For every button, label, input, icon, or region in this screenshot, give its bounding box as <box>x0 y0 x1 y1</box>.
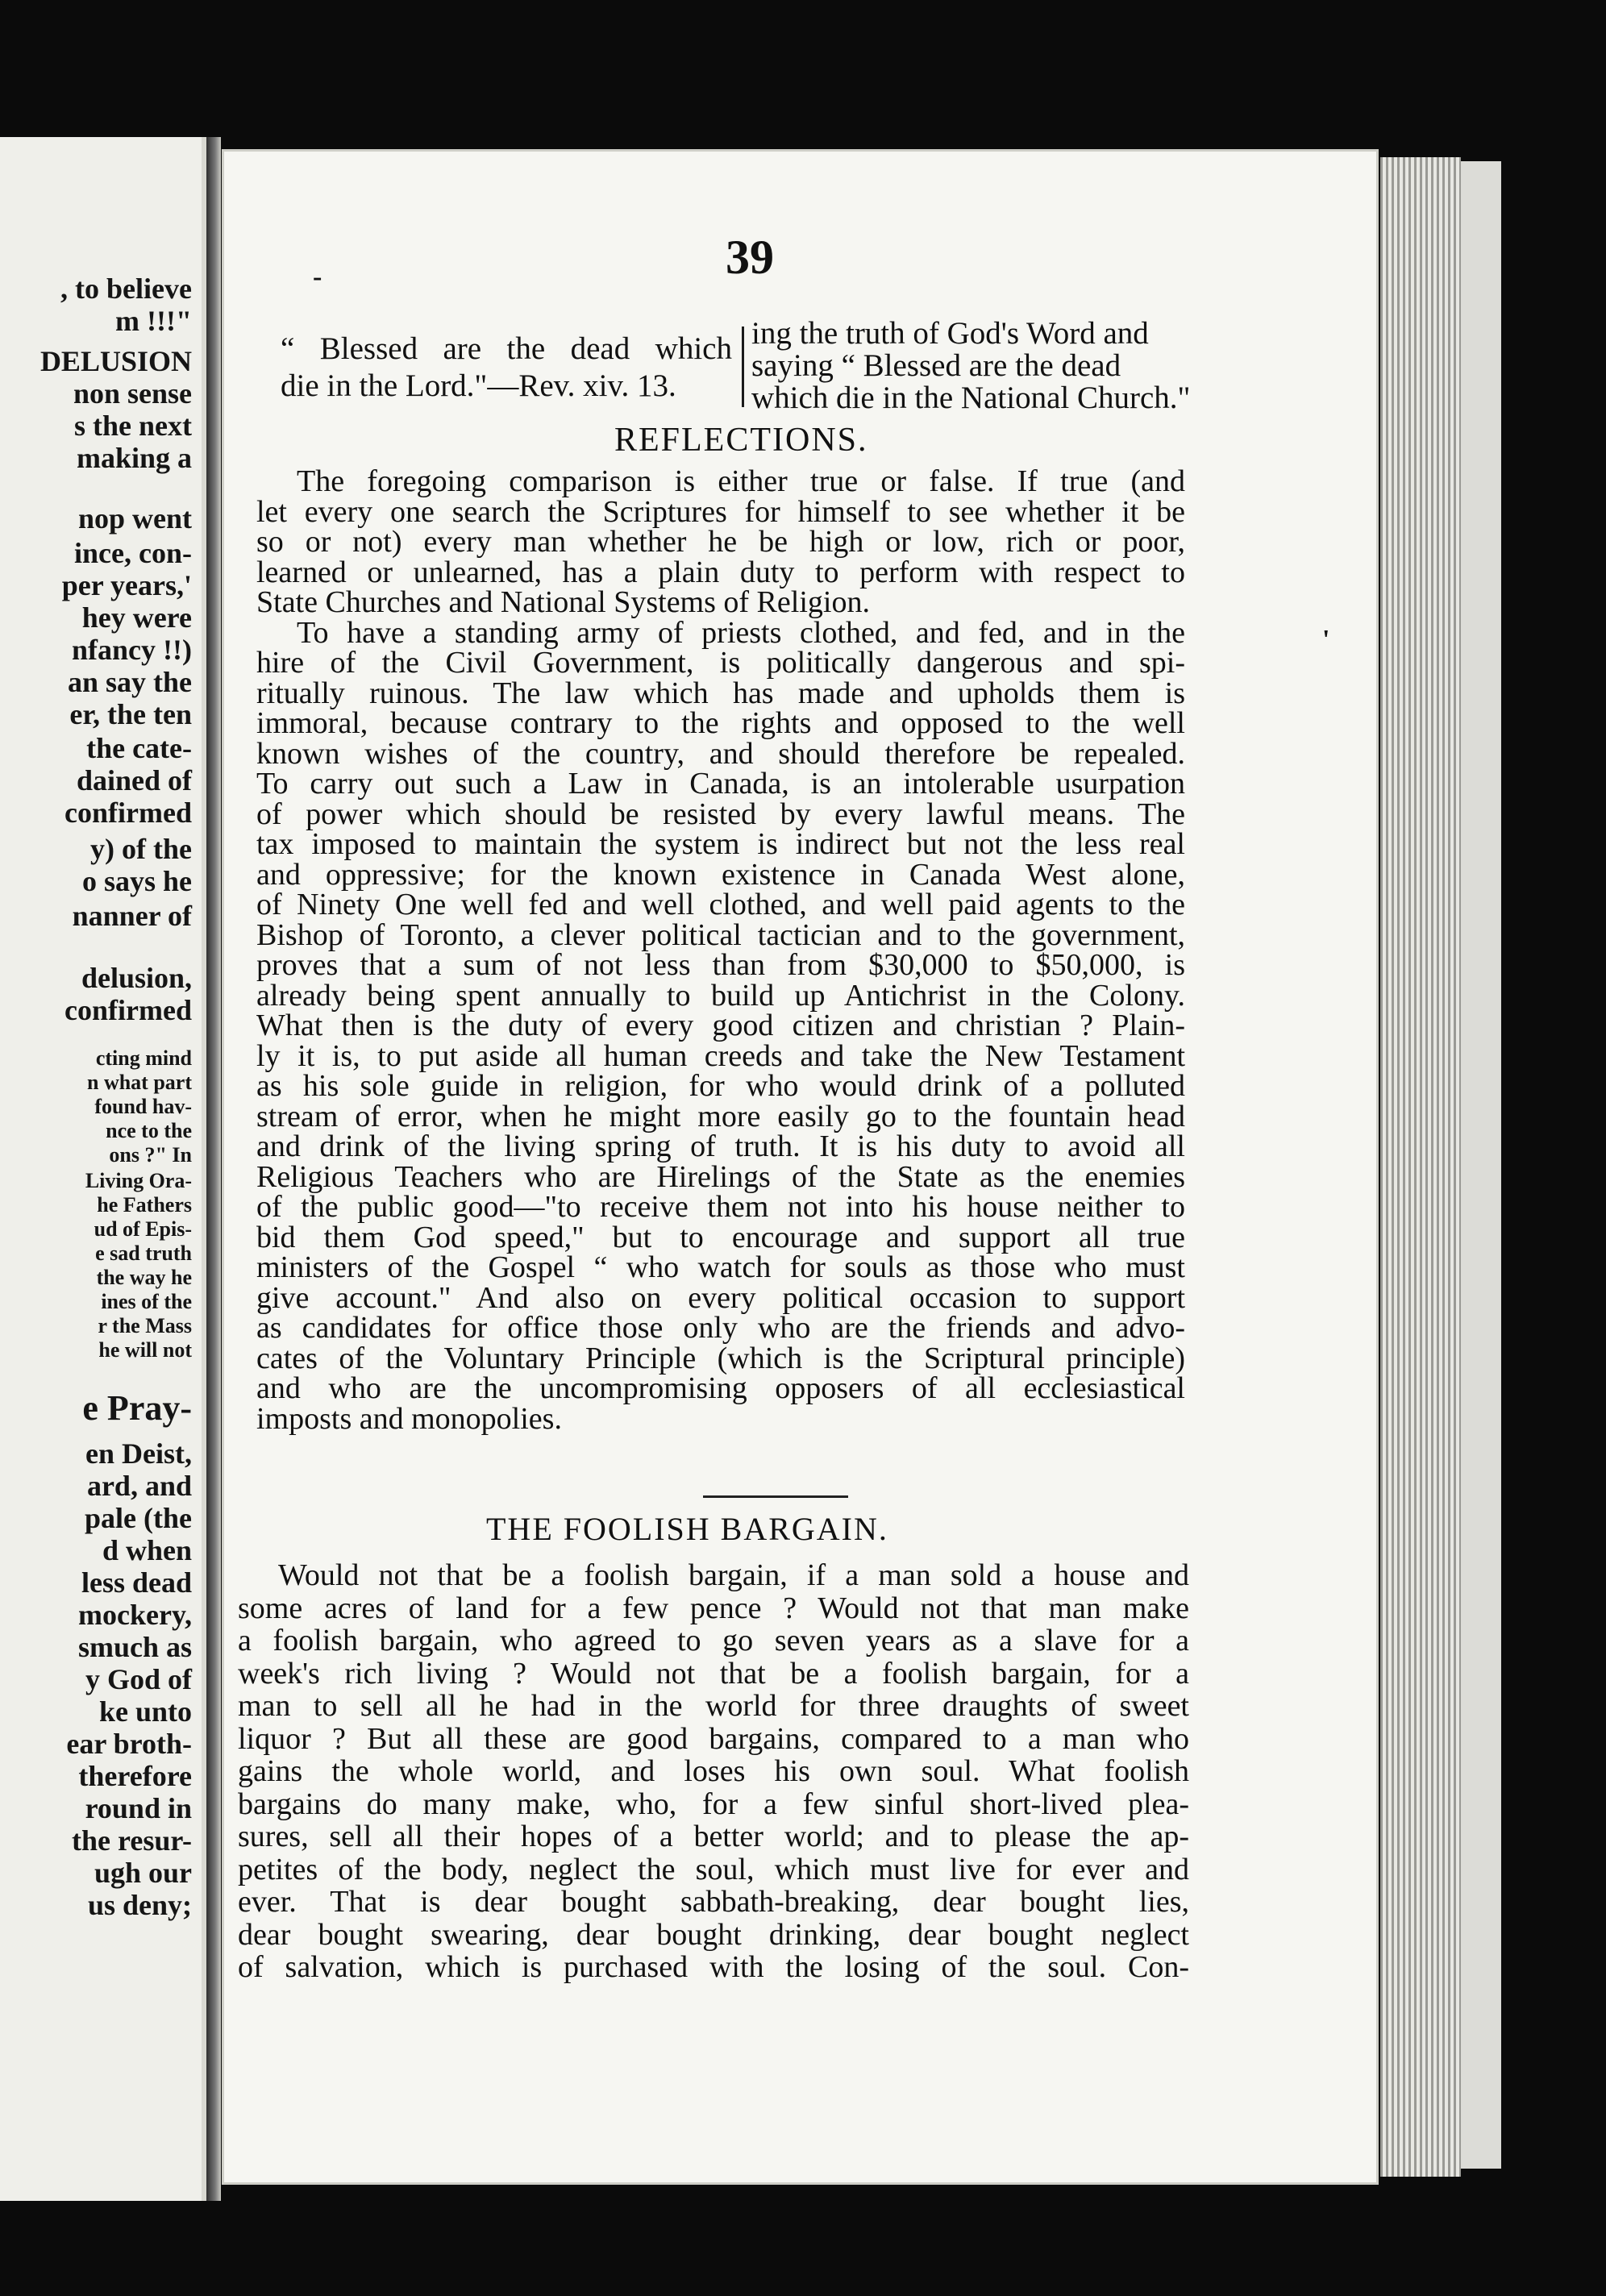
left-page-line: an say the <box>67 666 192 698</box>
left-page-line: s the next <box>74 410 192 442</box>
quote-left-line-2: die in the Lord."—Rev. xiv. 13. <box>281 368 676 403</box>
left-page-line: nanner of <box>72 900 192 932</box>
left-page-line: ear broth- <box>66 1728 192 1760</box>
left-page-line: hey were <box>81 601 192 634</box>
reflections-line: State Churches and National Systems of Religion. <box>256 585 870 619</box>
left-page-line: smuch as <box>77 1631 192 1663</box>
reflections-line: and drink of the living spring of truth. It is his duty to avoid all <box>256 1129 1185 1163</box>
page-edges-outer <box>1461 161 1501 2169</box>
reflections-line: as candidates for office those only who are the friends and advo- <box>256 1311 1185 1345</box>
left-page-line: o says he <box>81 865 192 897</box>
reflections-line: learned or unlearned, has a plain duty to perform with respect to <box>256 555 1185 589</box>
book-gutter <box>206 137 221 2201</box>
reflections-line: give account." And also on every political occasion to support <box>256 1281 1185 1315</box>
left-page-line: making a <box>76 442 192 474</box>
reflections-line: imposts and monopolies. <box>256 1402 562 1436</box>
page-number: 39 <box>726 231 774 284</box>
left-page-line: nop went <box>77 502 192 534</box>
reflections-line: of the public good—"to receive them not into his house neither to <box>256 1190 1185 1224</box>
bargain-line: liquor ? But all these are good bargains, compared to a man who <box>238 1722 1189 1756</box>
page-edges <box>1380 157 1461 2177</box>
left-page-line: en Deist, <box>85 1437 192 1470</box>
reflections-line: known wishes of the country, and should therefore be repealed. <box>256 737 1185 771</box>
bargain-line: a foolish bargain, who agreed to go seven years as a slave for a <box>238 1624 1189 1658</box>
quote-right-column <box>751 318 1219 414</box>
reflections-line: and oppressive; for the known existence in Canada West alone, <box>256 858 1185 892</box>
reflections-heading: REFLECTIONS. <box>614 422 868 459</box>
reflections-line: so or not) every man whether he be high or low, rich or poor, <box>256 525 1185 559</box>
reflections-line: Bishop of Toronto, a clever political tactician and to the government, <box>256 918 1185 952</box>
left-page-line: the way he <box>96 1266 192 1289</box>
left-page-line: er, the ten <box>69 698 192 730</box>
left-page-line: ince, con- <box>74 537 192 569</box>
left-page-line: confirmed <box>64 994 192 1026</box>
bargain-line: week's rich living ? Would not that be a foolish bargain, for a <box>238 1657 1189 1691</box>
left-page-line: n what part <box>86 1071 192 1094</box>
bargain-line: ever. That is dear bought sabbath-breaking, dear bought lies, <box>238 1885 1189 1919</box>
left-page-line: ons ?" In <box>109 1143 192 1167</box>
reflections-line: of Ninety One well fed and well clothed, and well paid agents to the <box>256 888 1185 921</box>
reflections-line: immoral, because contrary to the rights and opposed to the well <box>256 706 1185 740</box>
reflections-line: bid them God speed," but to encourage and support all true <box>256 1221 1185 1254</box>
left-page-line: ugh our <box>94 1857 192 1889</box>
reflections-line: The foregoing comparison is either true or false. If true (and <box>297 464 1185 498</box>
left-page-line: therefore <box>78 1760 192 1792</box>
left-page-line: mockery, <box>78 1599 192 1631</box>
section-rule <box>703 1495 848 1498</box>
left-page-line: the cate- <box>86 732 192 764</box>
bargain-heading: THE FOOLISH BARGAIN. <box>486 1511 888 1547</box>
reflections-line: ritually ruinous. The law which has made and upholds them is <box>256 676 1185 710</box>
left-page-line: ines of the <box>101 1290 192 1313</box>
left-facing-page <box>0 137 206 2201</box>
left-page-line: Living Ora- <box>85 1169 192 1192</box>
left-page-line: the resur- <box>72 1824 192 1857</box>
left-page-line: y God of <box>85 1663 192 1695</box>
left-page-line: r the Mass <box>98 1314 192 1337</box>
left-page-line: he Fathers <box>97 1193 192 1217</box>
bargain-line: of salvation, which is purchased with the losing of the soul. Con- <box>238 1950 1189 1984</box>
reflections-line: ly it is, to put aside all human creeds and take the New Testament <box>256 1039 1185 1073</box>
quote-left-column <box>281 331 732 405</box>
left-page-line: dained of <box>76 764 192 797</box>
reflections-line: of power which should be resisted by every lawful means. The <box>256 797 1185 831</box>
reflections-line: hire of the Civil Government, is politically dangerous and spi- <box>256 646 1185 680</box>
bargain-line: dear bought swearing, dear bought drinking, dear bought neglect <box>238 1918 1189 1952</box>
left-page-line: nce to the <box>106 1119 192 1142</box>
reflections-line: What then is the duty of every good citizen and christian ? Plain- <box>256 1009 1185 1042</box>
left-page-line: less dead <box>81 1566 192 1599</box>
left-page-line: round in <box>85 1792 192 1824</box>
left-page-line: delusion, <box>81 962 192 994</box>
bargain-line: sures, sell all their hopes of a better world; and to please the ap- <box>238 1820 1189 1853</box>
reflections-line: as his sole guide in religion, for who would drink of a polluted <box>256 1069 1185 1103</box>
bargain-line: petites of the body, neglect the soul, which must live for ever and <box>238 1853 1189 1886</box>
reflections-line: To have a standing army of priests clothed, and fed, and in the <box>297 616 1185 650</box>
reflections-line: stream of error, when he might more easily go to the fountain head <box>256 1100 1185 1133</box>
left-page-line: m !!!" <box>115 305 192 337</box>
left-page-line: cting mind <box>95 1046 192 1070</box>
left-page-line: , to believe <box>60 272 192 305</box>
quote-right-line-1: ing the truth of God's Word and <box>751 316 1149 351</box>
left-page-line: e sad truth <box>95 1242 192 1265</box>
left-page-line: DELUSION <box>40 345 192 377</box>
column-divider <box>742 327 744 407</box>
quote-right-line-3: which die in the National Church." <box>751 381 1191 415</box>
margin-dash: - <box>313 262 322 292</box>
reflections-line: To carry out such a Law in Canada, is an intolerable usurpation <box>256 767 1185 801</box>
left-page-line: confirmed <box>64 797 192 829</box>
bargain-line: man to sell all he had in the world for three draughts of sweet <box>238 1689 1189 1723</box>
reflections-line: tax imposed to maintain the system is indirect but not the less real <box>256 827 1185 861</box>
bargain-line: Would not that be a foolish bargain, if a man sold a house and <box>278 1558 1189 1592</box>
reflections-line: let every one search the Scriptures for himself to see whether it be <box>256 495 1185 529</box>
left-page-line: ke unto <box>98 1695 192 1728</box>
left-page-line: y) of the <box>90 833 192 865</box>
quote-left-line-1: “ Blessed are the dead which <box>281 331 732 366</box>
left-page-line: d when <box>102 1534 192 1566</box>
left-page-line: found hav- <box>94 1095 192 1118</box>
bargain-line: gains the whole world, and loses his own soul. What foolish <box>238 1754 1189 1788</box>
left-page-line: non sense <box>73 377 192 410</box>
bargain-line: bargains do many make, who, for a few sinful short-lived plea- <box>238 1787 1189 1821</box>
bargain-line: some acres of land for a few pence ? Would not that man make <box>238 1591 1189 1625</box>
left-page-line: pale (the <box>85 1502 192 1534</box>
margin-tick: ' <box>1322 625 1330 655</box>
left-page-line: nfancy !!) <box>72 634 192 666</box>
quote-right-line-2: saying “ Blessed are the dead <box>751 348 1121 383</box>
reflections-line: already being spent annually to build up Antichrist in the Colony. <box>256 979 1185 1013</box>
left-page-line: us deny; <box>87 1889 192 1921</box>
reflections-line: proves that a sum of not less than from $30,000 to $50,000, is <box>256 948 1185 982</box>
reflections-line: Religious Teachers who are Hirelings of the State as the enemies <box>256 1160 1185 1194</box>
left-page-line: ard, and <box>86 1470 192 1502</box>
left-page-line: ud of Epis- <box>94 1217 192 1241</box>
left-page-line: e Pray- <box>82 1388 192 1428</box>
left-page-line: per years,' <box>61 569 192 601</box>
reflections-line: and who are the uncompromising opposers of all ecclesiastical <box>256 1371 1185 1405</box>
reflections-line: ministers of the Gospel “ who watch for souls as those who must <box>256 1250 1185 1284</box>
reflections-line: cates of the Voluntary Principle (which is the Scriptural principle) <box>256 1341 1185 1375</box>
left-page-line: he will not <box>98 1338 192 1362</box>
